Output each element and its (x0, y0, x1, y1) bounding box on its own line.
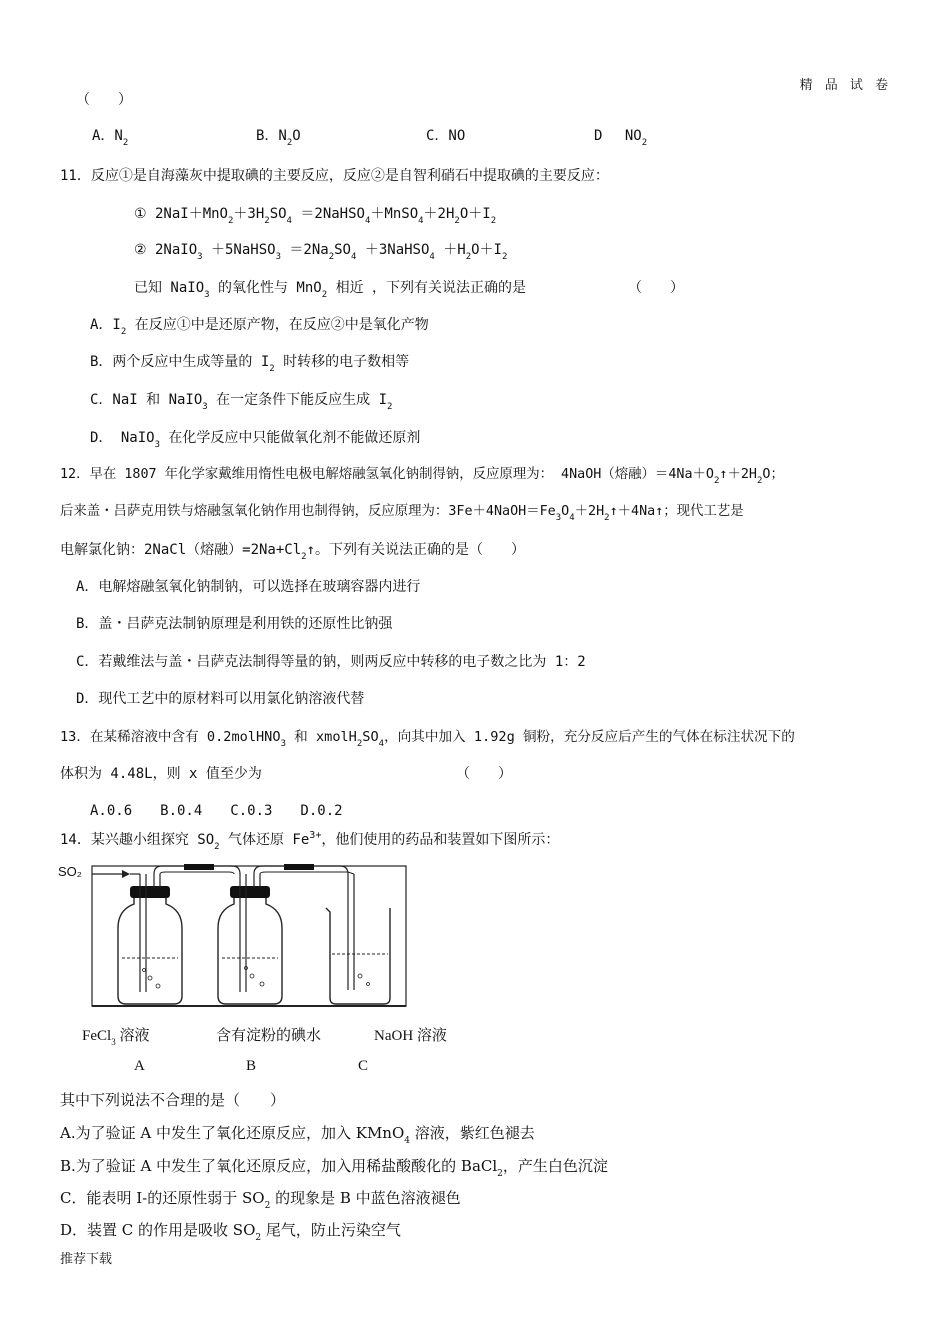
q11-stem: 11．反应①是自海藻灰中提取碘的主要反应，反应②是自智利硝石中提取碘的主要反应： (60, 168, 609, 184)
q11-option-c: C．NaI 和 NaIO$_3$ 在一定条件下能反应生成 $I_2$ (90, 392, 393, 412)
q12-option-a: A．电解熔融氢氧化钠制钠，可以选择在玻璃容器内进行 (76, 579, 421, 595)
q13-stem-line2: 体积为 4.48L，则 x 值至少为 (60, 766, 262, 782)
beaker-c (326, 874, 390, 1004)
q10-option-b: B．$N_2O$ (256, 128, 301, 148)
so2-inlet-label: SO₂ (58, 864, 82, 879)
q14-option-b: B.为了验证 A 中发生了氧化还原反应，加入用稀盐酸酸化的 BaCl$_2$，产生白色沉淀 (60, 1157, 608, 1179)
q10-paren: （ ） (76, 92, 132, 108)
fig-label-c-solution: NaOH 溶液 (374, 1028, 447, 1044)
q12-option-c: C．若戴维法与盖・吕萨克法制得等量的钠，则两反应中转移的电子数之比为 1：2 (76, 654, 586, 670)
fig-letter-a: A (134, 1058, 145, 1074)
q14-option-a: A.为了验证 A 中发生了氧化还原反应，加入 KMnO$_4$ 溶液，紫红色褪去 (60, 1124, 535, 1146)
q14-question: 其中下列说法不合理的是（ ） (60, 1091, 286, 1109)
page-header: 精 品 试 卷 (799, 78, 892, 93)
page-footer: 推荐下载 (60, 1252, 113, 1267)
rubber-joint-1 (184, 864, 214, 870)
q13-stem-line1: 13．在某稀溶液中含有 0.2molHNO$_3$ 和 $xmolH_2SO_4$，向其中加入 1.92g 铜粉，充分反应后产生的气体在标注状况下的 (60, 729, 795, 749)
q14-stem: 14．某兴趣小组探究 $SO_2$ 气体还原 $Fe^{3+}$，他们使用的药品和装置如下图所示： (60, 830, 560, 852)
q11-paren: （ ） (628, 280, 684, 296)
inlet-arrowhead (122, 870, 130, 878)
q12-stem-line3: 电解氯化钠：2NaCl（熔融）$=2Na+Cl_2↑$。下列有关说法正确的是（ ） (60, 542, 526, 562)
q11-option-b: B．两个反应中生成等量的 $I_2$ 时转移的电子数相等 (90, 354, 410, 374)
q10-option-d: D $NO_2$ (594, 128, 648, 148)
q11-known: 已知 NaIO$_3$ 的氧化性与 MnO$_2$ 相近 ，下列有关说法正确的是 (134, 280, 527, 300)
q14-option-c: C．能表明 I-的还原性弱于 $SO_2$ 的现象是 B 中蓝色溶液褪色 (60, 1189, 461, 1211)
q10-option-a: A．$N_2$ (92, 128, 129, 148)
q12-option-b: B．盖・吕萨克法制钠原理是利用铁的还原性比钠强 (76, 616, 393, 632)
fig-letter-b: B (246, 1058, 257, 1074)
fig-label-b-solution: 含有淀粉的碘水 (216, 1026, 322, 1044)
q11-option-a: A．$I_2$ 在反应①中是还原产物，在反应②中是氧化产物 (90, 317, 429, 337)
q11-reaction-2: ② 2NaIO$_3$ ＋5NaHSO$_3$ $=2Na_2SO_4$ ＋3NaHSO$_4$ $+H_2O+I_2$ (134, 242, 508, 262)
q12-option-d: D．现代工艺中的原材料可以用氯化钠溶液代替 (76, 691, 365, 707)
bottle-b (218, 874, 282, 1004)
q11-reaction-1: ① $2NaI+MnO_2+3H_2SO_4$ $=2NaHSO_4+MnSO_4+2H_2O+I_2$ (134, 206, 497, 226)
bottle-a (118, 874, 182, 1004)
fig-label-a-solution: FeCl$_3$ 溶液 (82, 1028, 150, 1047)
q12-stem-line1: 12．早在 1807 年化学家戴维用惰性电极电解熔融氢氧化钠制得钠，反应原理为： 4NaOH（熔融）$=4Na+O_2↑+2H_2O$； (60, 467, 784, 486)
fig-letter-c: C (358, 1058, 369, 1074)
q10-option-c: C．NO (426, 128, 466, 144)
q11-option-d: D． NaIO$_3$ 在化学反应中只能做氧化剂不能做还原剂 (90, 430, 421, 450)
q14-option-d: D．装置 C 的作用是吸收 $SO_2$ 尾气，防止污染空气 (60, 1221, 401, 1243)
q13-paren: （ ） (456, 766, 512, 782)
q12-stem-line2: 后来盖・吕萨克用铁与熔融氢氧化钠作用也制得钠，反应原理为：$3Fe+4NaOH=Fe_3O_4+2H_2↑+4Na↑$；现代工艺是 (60, 504, 744, 523)
rubber-joint-2 (284, 864, 314, 870)
q13-options: A.0.6 B.0.4 C.0.3 D.0.2 (90, 803, 343, 819)
